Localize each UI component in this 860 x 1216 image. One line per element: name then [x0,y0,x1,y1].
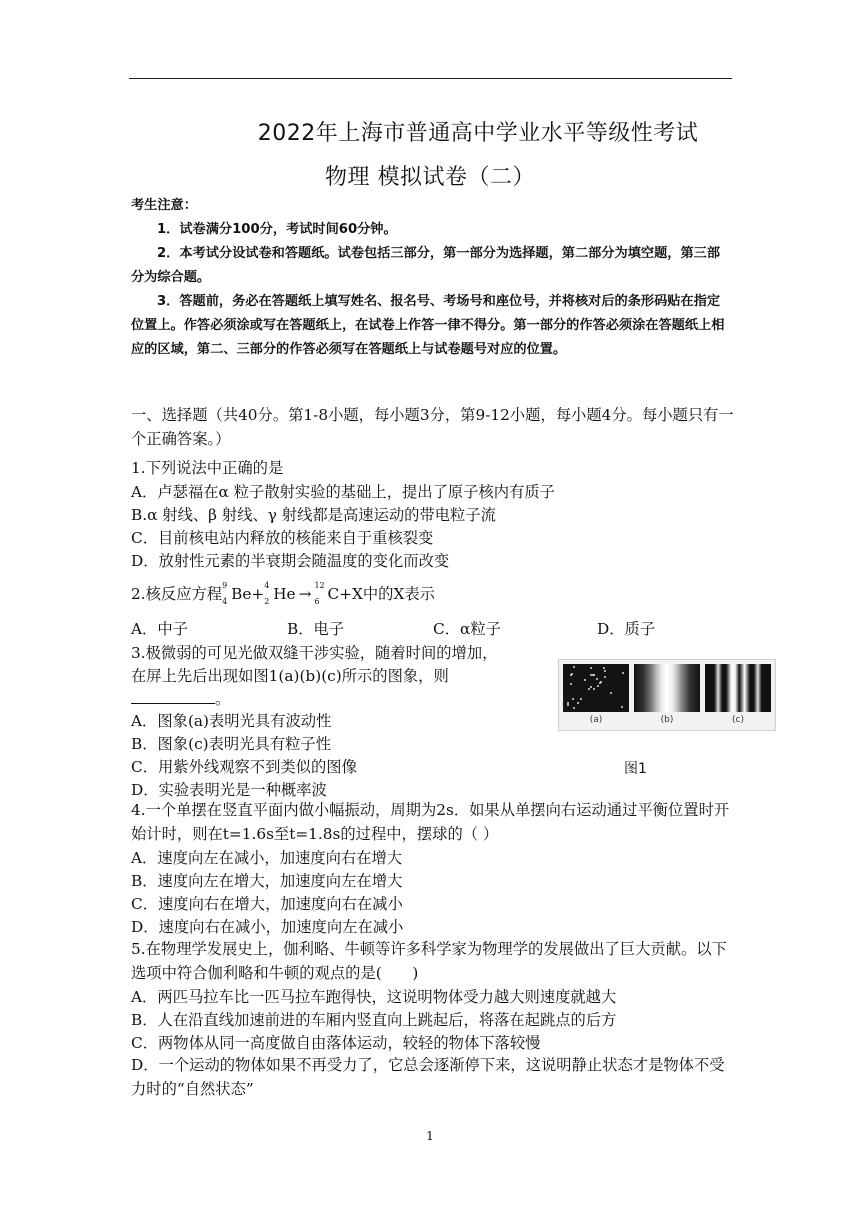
exam-subtitle: 物理 模拟试卷（二） [325,165,535,190]
exam-title: 2022年上海市普通高中学业水平等级性考试 [257,121,699,146]
q3-option-d: D．实验表明光是一种概率波 [131,781,327,799]
photon-dot [584,679,586,681]
answer-blank [131,689,215,704]
q2-option-d: D．质子 [597,620,656,638]
q4-stem: 4.一个单摆在竖直平面内做小幅振动，周期为2s．如果从单摆向右运动通过平衡位置时开始计时，则在t=1.6s至t=1.8s的过程中，摆球的（ ） [131,801,730,843]
q3-option-c: C．用紫外线观察不到类似的图像 [131,758,357,776]
photon-dot [573,666,575,668]
photon-dot [573,707,575,709]
photon-dot [572,698,574,700]
q2-option-c: C．α粒子 [433,620,501,638]
section-heading: 一、选择题（共40分。第1-8小题，每小题3分，第9-12小题，每小题4分。每小题只有一个正确答案。） [131,406,734,448]
photon-dot [590,667,592,669]
reaction-arrow: → [298,585,312,603]
photon-dot [604,670,606,672]
panel-label-b: (b) [660,715,674,725]
q1-option-c: C．目前核电站内释放的核能来自于重核裂变 [131,529,434,547]
q1-option-a: A．卢瑟福在α 粒子散射实验的基础上，提出了原子核内有质子 [131,483,555,501]
photon-dot [590,686,592,688]
photon-dot [571,673,573,675]
notice-item-2: 2．本考试分设试卷和答题纸。试卷包括三部分，第一部分为选择题，第二部分为填空题，第三部分为综合题。 [131,246,721,285]
panel-label-c: (c) [732,715,744,725]
photon-dot [597,685,599,687]
q5-option-c: C．两物体从同一高度做自由落体运动，较轻的物体下落较慢 [131,1034,541,1052]
nuclide-c: 12 6 C [314,581,340,606]
interference-figure [558,659,776,731]
figure-caption: 图1 [624,761,647,777]
q4-option-a: A．速度向左在减小，加速度向右在增大 [131,849,403,867]
q3-stem-line3: 。 [131,687,230,709]
panel-label-a: (a) [589,715,603,725]
figure-panel-b [634,664,700,712]
q2-stem-tail: +X中的X表示 [339,585,435,603]
photon-dot [588,688,590,690]
q2-stem: 2.核反应方程 9 4 Be+ 4 2 He → 12 6 C+X中的X表示 [131,581,435,606]
q4-option-d: D．速度向右在减小，加速度向左在减小 [131,918,404,936]
photon-dot [621,706,623,708]
photon-dot [596,678,598,680]
page-number: 1 [426,1129,434,1143]
q2-options [131,617,731,641]
photon-dot [600,681,602,683]
q2-stem-prefix: 2.核反应方程 [131,585,223,603]
q2-option-a: A．中子 [131,620,188,638]
photon-dot [603,667,605,669]
photon-dot [604,676,606,678]
q3-option-b: B．图象(c)表明光具有粒子性 [131,735,332,753]
q5-option-a: A．两匹马拉车比一匹马拉车跑得快，这说明物体受力越大则速度就越大 [131,988,617,1006]
q4-option-c: C．速度向右在增大，加速度向右在减小 [131,895,403,913]
q5-option-d: D．一个运动的物体如果不再受力了，它总会逐渐停下来，这说明静止状态才是物体不受力时的“自然状态” [131,1056,725,1098]
notice-heading: 考生注意： [131,198,197,213]
photon-dot [610,692,612,694]
photon-dot [580,698,582,700]
q1-option-d: D．放射性元素的半衰期会随温度的变化而改变 [131,552,450,570]
figure-panel-a [563,664,629,712]
photon-dot [593,688,595,690]
q4-option-b: B．速度向左在增大，加速度向左在增大 [131,872,403,890]
top-rule [129,78,732,79]
figure-panel-c [705,664,771,712]
nuclide-be: 9 4 Be [222,581,252,606]
photon-dot [567,704,569,706]
notice-item-3: 3．答题前，务必在答题纸上填写姓名、报名号、考场号和座位号，并将核对后的条形码贴在指定位置上。作答必须涂或写在答题纸上，在试卷上作答一律不得分。第一部分的作答必须涂在答题纸上相应的区域，第二、三部分的作答必须写在答题纸上与试卷题号对应的位置。 [131,294,725,357]
photon-dot [592,674,594,676]
photon-dot [577,702,579,704]
q2-option-b: B．电子 [287,620,345,638]
photon-dot [570,683,572,685]
q1-stem: 1.下列说法中正确的是 [131,459,284,477]
q5-option-b: B．人在沿直线加速前进的车厢内竖直向上跳起后，将落在起跳点的后方 [131,1011,617,1029]
q1-option-b: B.α 射线、β 射线、γ 射线都是高速运动的带电粒子流 [131,506,496,524]
q3-option-a: A．图象(a)表明光具有波动性 [131,712,332,730]
q3-stem-line1: 3.极微弱的可见光做双缝干涉实验，随着时间的增加， [131,644,498,662]
q5-stem: 5.在物理学发展史上，伽利略、牛顿等许多科学家为物理学的发展做出了巨大贡献。以下选项中符合伽利略和牛顿的观点的是( ) [131,940,727,982]
nuclide-he: 4 2 He [264,581,296,606]
photon-dot [622,672,624,674]
q3-stem-line2: 在屏上先后出现如图1(a)(b)(c)所示的图象，则 [131,667,449,685]
notice-item-1: 1．试卷满分100分，考试时间60分钟。 [157,222,397,237]
